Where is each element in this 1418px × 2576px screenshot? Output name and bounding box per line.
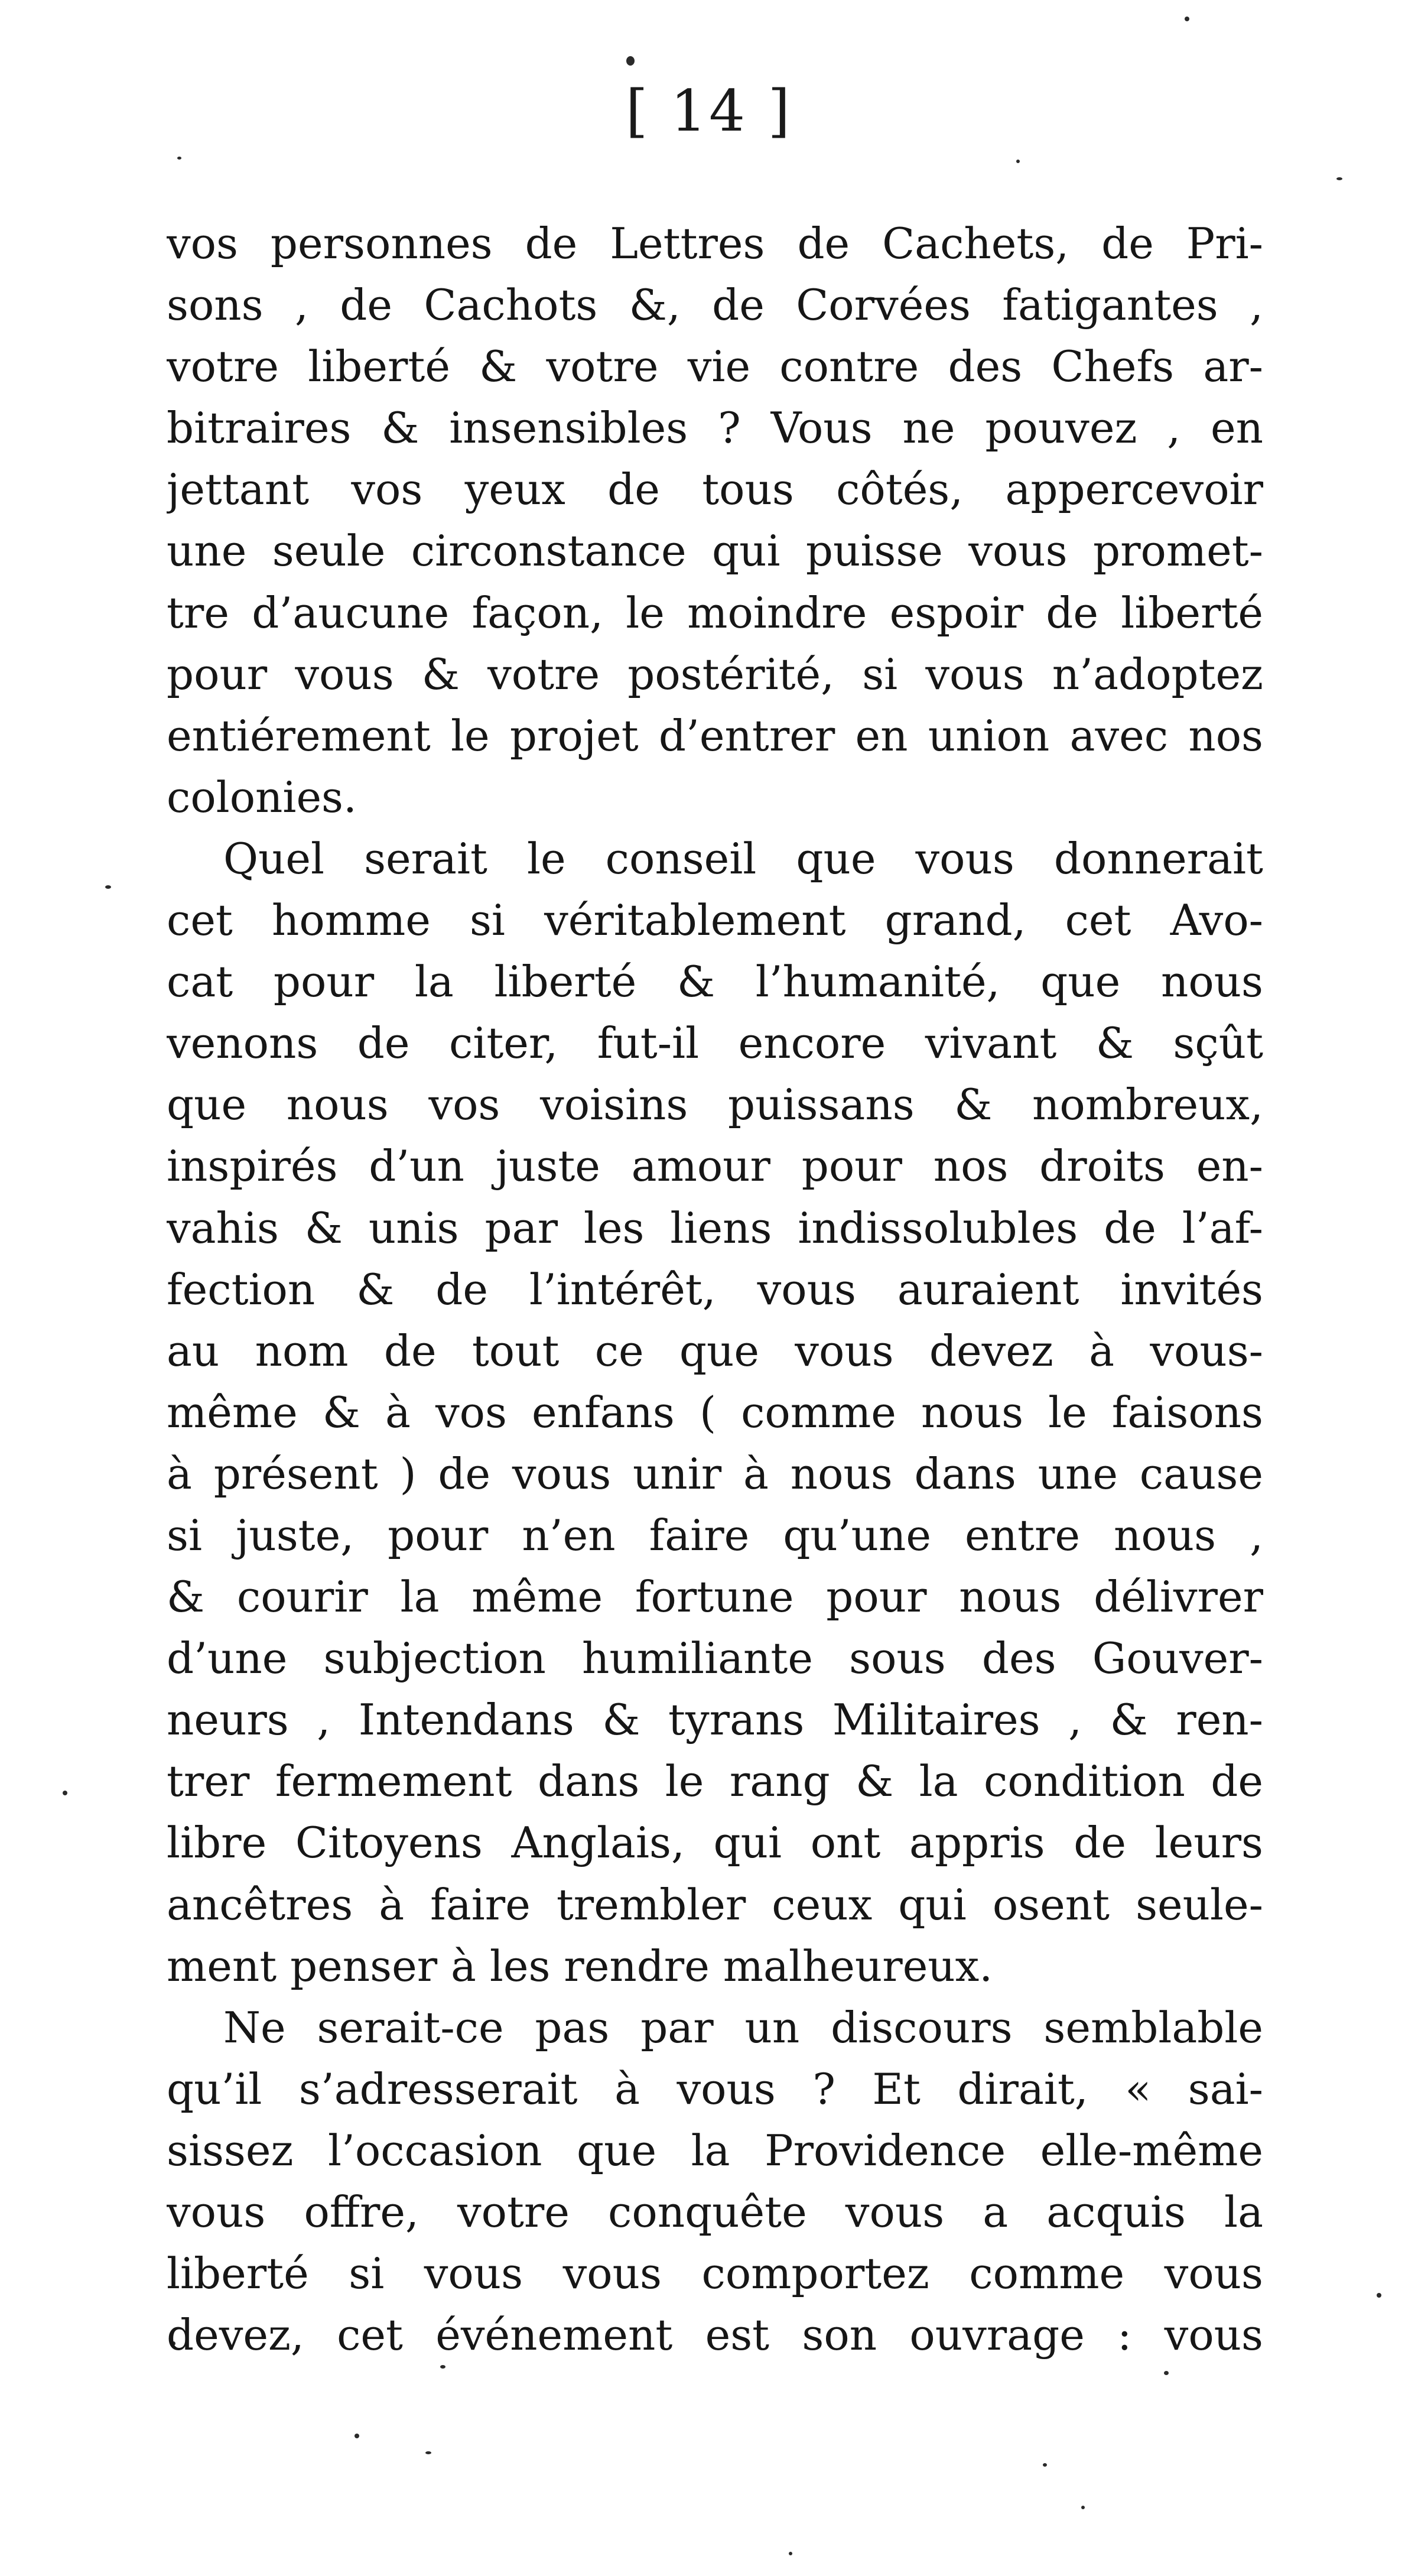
text-line: ment penser à les rendre malheureux. xyxy=(167,1941,993,1991)
ink-speck xyxy=(1164,2371,1169,2375)
text-line: libre Citoyens Anglais, qui ont appris de leurs xyxy=(167,1818,1263,1868)
text-line: liberté si vous vous comportez comme vous xyxy=(167,2249,1263,2299)
text-line: Quel serait le conseil que vous donnerait xyxy=(223,833,1263,883)
text-line: venons de citer, fut-il encore vivant & sçût xyxy=(167,1018,1263,1068)
ink-speck xyxy=(1336,177,1342,180)
ink-speck xyxy=(63,1791,67,1795)
text-line: à présent ) de vous unir à nous dans une cause xyxy=(167,1448,1263,1499)
text-line: votre liberté & votre vie contre des Chefs ar- xyxy=(167,342,1263,392)
text-line: inspirés d’un juste amour pour nos droits en- xyxy=(167,1141,1263,1191)
ink-speck xyxy=(1043,2463,1047,2467)
text-line: pour vous & votre postérité, si vous n’adoptez xyxy=(167,649,1263,699)
text-line: qu’il s’adresserait à vous ? Et dirait, « sai- xyxy=(167,2064,1263,2114)
text-line: devez, cet événement est son ouvrage : vous xyxy=(167,2310,1263,2360)
text-line: entiérement le projet d’entrer en union avec nos xyxy=(167,710,1263,761)
text-line: cat pour la liberté & l’humanité, que nous xyxy=(167,957,1263,1007)
ink-speck xyxy=(177,157,181,160)
text-line: que nous vos voisins puissans & nombreux, xyxy=(167,1080,1263,1130)
ink-speck xyxy=(1081,2506,1085,2509)
text-line: vous offre, votre conquête vous a acquis la xyxy=(167,2187,1263,2237)
text-line: même & à vos enfans ( comme nous le faisons xyxy=(167,1387,1263,1437)
text-line: trer fermement dans le rang & la condition de xyxy=(167,1756,1263,1807)
ink-speck xyxy=(789,2552,792,2555)
ink-speck xyxy=(1185,17,1189,21)
text-line: une seule circonstance qui puisse vous promet- xyxy=(167,526,1263,576)
text-line: jettant vos yeux de tous côtés, appercevoir xyxy=(167,464,1263,515)
body-text xyxy=(167,213,1263,2366)
ink-speck xyxy=(1377,2293,1381,2298)
ink-speck xyxy=(105,885,111,889)
text-line: vos personnes de Lettres de Cachets, de Pri- xyxy=(167,219,1263,268)
text-line: sons , de Cachots &, de Corvées fatigantes , xyxy=(167,280,1263,330)
text-line: Ne serait-ce pas par un discours semblable xyxy=(223,2002,1263,2052)
ink-speck xyxy=(354,2434,359,2438)
text-line: & courir la même fortune pour nous délivrer xyxy=(167,1572,1263,1622)
text-line: si juste, pour n’en faire qu’une entre nous , xyxy=(167,1510,1263,1560)
text-line: sissez l’occasion que la Providence elle-même xyxy=(167,2125,1263,2175)
ink-speck xyxy=(626,56,635,66)
text-line: fection & de l’intérêt, vous auraient invités xyxy=(167,1264,1263,1314)
text-line: cet homme si véritablement grand, cet Avo- xyxy=(167,895,1263,946)
text-line: au nom de tout ce que vous devez à vous- xyxy=(167,1326,1263,1376)
text-line: neurs , Intendans & tyrans Militaires , & ren- xyxy=(167,1695,1263,1745)
text-line: ancêtres à faire trembler ceux qui osent seule- xyxy=(167,1879,1263,1929)
text-line: tre d’aucune façon, le moindre espoir de liberté xyxy=(167,587,1263,638)
ink-speck xyxy=(425,2451,431,2454)
page-number-header: [ 14 ] xyxy=(625,78,793,144)
text-line: vahis & unis par les liens indissolubles de l’af- xyxy=(167,1203,1263,1253)
text-line: bitraires & insensibles ? Vous ne pouvez , en xyxy=(167,403,1263,453)
text-line: colonies. xyxy=(167,772,357,822)
text-line: d’une subjection humiliante sous des Gouver- xyxy=(167,1633,1263,1684)
ink-speck xyxy=(1016,160,1020,163)
